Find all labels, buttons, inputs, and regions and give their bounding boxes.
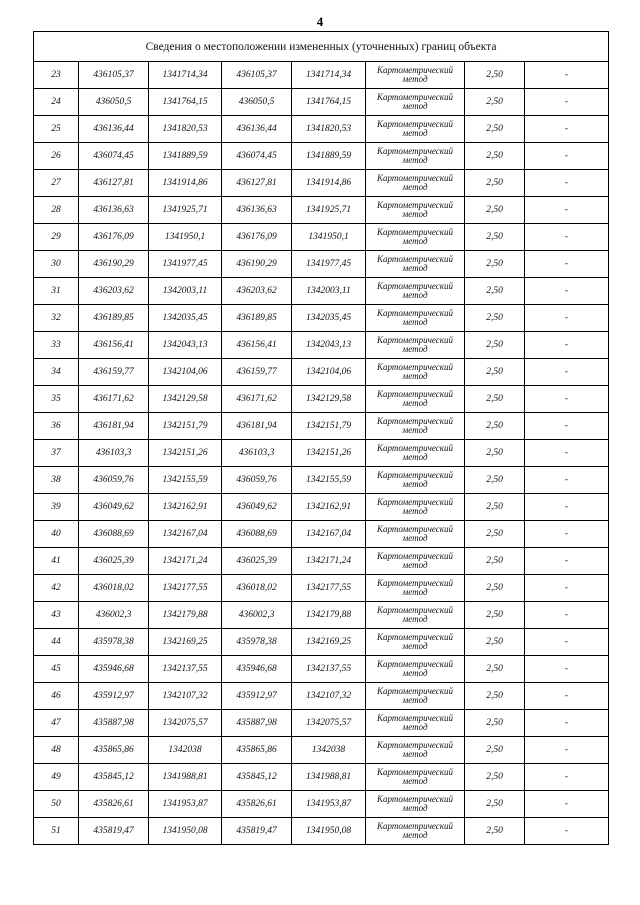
table-row [34,467,609,494]
x-new-cell: 436059,76 [222,467,292,494]
method-cell: Картометрический метод [366,548,465,575]
description-cell: - [525,683,609,710]
description-cell: - [525,710,609,737]
table-row [34,656,609,683]
y-existing-cell: 1342179,88 [149,602,222,629]
description-cell: - [525,440,609,467]
y-new-cell: 1342003,11 [292,278,366,305]
point-number-cell: 39 [34,494,79,521]
table-row [34,305,609,332]
y-existing-cell: 1342162,91 [149,494,222,521]
point-number-cell: 36 [34,413,79,440]
x-new-cell: 435887,98 [222,710,292,737]
description-cell: - [525,143,609,170]
x-existing-cell: 436156,41 [79,332,149,359]
y-new-cell: 1342162,91 [292,494,366,521]
accuracy-cell: 2,50 [465,251,525,278]
x-existing-cell: 436190,29 [79,251,149,278]
point-number-cell: 41 [34,548,79,575]
method-cell: Картометрический метод [366,818,465,845]
accuracy-cell: 2,50 [465,116,525,143]
description-cell: - [525,602,609,629]
method-cell: Картометрический метод [366,359,465,386]
x-new-cell: 435865,86 [222,737,292,764]
x-existing-cell: 435887,98 [79,710,149,737]
x-new-cell: 436190,29 [222,251,292,278]
y-new-cell: 1341820,53 [292,116,366,143]
method-cell: Картометрический метод [366,89,465,116]
accuracy-cell: 2,50 [465,386,525,413]
y-existing-cell: 1342151,79 [149,413,222,440]
x-new-cell: 436050,5 [222,89,292,116]
accuracy-cell: 2,50 [465,602,525,629]
point-number-cell: 49 [34,764,79,791]
accuracy-cell: 2,50 [465,170,525,197]
x-new-cell: 436203,62 [222,278,292,305]
y-existing-cell: 1342169,25 [149,629,222,656]
description-cell: - [525,791,609,818]
point-number-cell: 24 [34,89,79,116]
description-cell: - [525,224,609,251]
point-number-cell: 51 [34,818,79,845]
y-existing-cell: 1342035,45 [149,305,222,332]
x-new-cell: 436136,63 [222,197,292,224]
y-new-cell: 1341950,08 [292,818,366,845]
x-existing-cell: 436127,81 [79,170,149,197]
y-existing-cell: 1342003,11 [149,278,222,305]
point-number-cell: 31 [34,278,79,305]
page-number: 4 [316,14,324,29]
accuracy-cell: 2,50 [465,89,525,116]
method-cell: Картометрический метод [366,332,465,359]
x-new-cell: 436127,81 [222,170,292,197]
accuracy-cell: 2,50 [465,278,525,305]
x-existing-cell: 436018,02 [79,575,149,602]
point-number-cell: 34 [34,359,79,386]
table-row [34,278,609,305]
method-cell: Картометрический метод [366,494,465,521]
x-existing-cell: 436136,63 [79,197,149,224]
y-existing-cell: 1341714,34 [149,62,222,89]
table-row [34,791,609,818]
table-row [34,197,609,224]
y-existing-cell: 1342151,26 [149,440,222,467]
x-new-cell: 436171,62 [222,386,292,413]
method-cell: Картометрический метод [366,575,465,602]
x-new-cell: 436189,85 [222,305,292,332]
y-new-cell: 1342169,25 [292,629,366,656]
method-cell: Картометрический метод [366,116,465,143]
x-existing-cell: 435978,38 [79,629,149,656]
y-new-cell: 1341953,87 [292,791,366,818]
method-cell: Картометрический метод [366,62,465,89]
y-new-cell: 1342177,55 [292,575,366,602]
x-new-cell: 435946,68 [222,656,292,683]
description-cell: - [525,332,609,359]
x-new-cell: 435912,97 [222,683,292,710]
table-row [34,575,609,602]
method-cell: Картометрический метод [366,764,465,791]
description-cell: - [525,116,609,143]
method-cell: Картометрический метод [366,629,465,656]
accuracy-cell: 2,50 [465,197,525,224]
table-row [34,251,609,278]
x-existing-cell: 436059,76 [79,467,149,494]
y-existing-cell: 1342038 [149,737,222,764]
y-new-cell: 1342155,59 [292,467,366,494]
accuracy-cell: 2,50 [465,791,525,818]
point-number-cell: 26 [34,143,79,170]
method-cell: Картометрический метод [366,305,465,332]
y-existing-cell: 1342075,57 [149,710,222,737]
point-number-cell: 25 [34,116,79,143]
y-new-cell: 1342179,88 [292,602,366,629]
y-new-cell: 1341914,86 [292,170,366,197]
table-row [34,818,609,845]
accuracy-cell: 2,50 [465,521,525,548]
x-new-cell: 436018,02 [222,575,292,602]
x-existing-cell: 436050,5 [79,89,149,116]
description-cell: - [525,197,609,224]
y-existing-cell: 1342043,13 [149,332,222,359]
point-number-cell: 47 [34,710,79,737]
y-existing-cell: 1341925,71 [149,197,222,224]
x-new-cell: 435826,61 [222,791,292,818]
description-cell: - [525,62,609,89]
y-existing-cell: 1342155,59 [149,467,222,494]
table-row [34,116,609,143]
y-new-cell: 1342151,26 [292,440,366,467]
table-row [34,494,609,521]
x-existing-cell: 435819,47 [79,818,149,845]
x-existing-cell: 436105,37 [79,62,149,89]
description-cell: - [525,818,609,845]
method-cell: Картометрический метод [366,251,465,278]
table-row [34,332,609,359]
x-existing-cell: 436159,77 [79,359,149,386]
y-new-cell: 1341988,81 [292,764,366,791]
boundary-table-container [33,31,608,845]
description-cell: - [525,521,609,548]
point-number-cell: 32 [34,305,79,332]
method-cell: Картометрический метод [366,197,465,224]
x-existing-cell: 435845,12 [79,764,149,791]
point-number-cell: 28 [34,197,79,224]
x-existing-cell: 436136,44 [79,116,149,143]
table-row [34,737,609,764]
accuracy-cell: 2,50 [465,629,525,656]
x-new-cell: 436025,39 [222,548,292,575]
x-existing-cell: 436171,62 [79,386,149,413]
table-row [34,386,609,413]
y-existing-cell: 1342137,55 [149,656,222,683]
y-new-cell: 1342075,57 [292,710,366,737]
point-number-cell: 35 [34,386,79,413]
y-new-cell: 1342035,45 [292,305,366,332]
point-number-cell: 45 [34,656,79,683]
table-row [34,62,609,89]
y-new-cell: 1341977,45 [292,251,366,278]
accuracy-cell: 2,50 [465,440,525,467]
description-cell: - [525,467,609,494]
description-cell: - [525,305,609,332]
x-new-cell: 436105,37 [222,62,292,89]
table-row [34,548,609,575]
x-new-cell: 436049,62 [222,494,292,521]
y-new-cell: 1342129,58 [292,386,366,413]
y-existing-cell: 1342104,06 [149,359,222,386]
description-cell: - [525,413,609,440]
accuracy-cell: 2,50 [465,737,525,764]
accuracy-cell: 2,50 [465,359,525,386]
x-existing-cell: 436025,39 [79,548,149,575]
x-existing-cell: 436074,45 [79,143,149,170]
x-new-cell: 436002,3 [222,602,292,629]
table-row [34,143,609,170]
x-new-cell: 436156,41 [222,332,292,359]
method-cell: Картометрический метод [366,467,465,494]
table-row [34,710,609,737]
x-new-cell: 436159,77 [222,359,292,386]
accuracy-cell: 2,50 [465,62,525,89]
description-cell: - [525,170,609,197]
accuracy-cell: 2,50 [465,143,525,170]
y-existing-cell: 1341764,15 [149,89,222,116]
x-new-cell: 436181,94 [222,413,292,440]
accuracy-cell: 2,50 [465,656,525,683]
y-existing-cell: 1341950,1 [149,224,222,251]
point-number-cell: 38 [34,467,79,494]
x-existing-cell: 435912,97 [79,683,149,710]
description-cell: - [525,764,609,791]
x-existing-cell: 435865,86 [79,737,149,764]
description-cell: - [525,251,609,278]
method-cell: Картометрический метод [366,224,465,251]
y-new-cell: 1341950,1 [292,224,366,251]
accuracy-cell: 2,50 [465,575,525,602]
y-existing-cell: 1341977,45 [149,251,222,278]
description-cell: - [525,737,609,764]
table-title-row [34,32,609,62]
y-existing-cell: 1341914,86 [149,170,222,197]
table-body [34,62,609,845]
y-existing-cell: 1341889,59 [149,143,222,170]
method-cell: Картометрический метод [366,413,465,440]
point-number-cell: 27 [34,170,79,197]
method-cell: Картометрический метод [366,440,465,467]
y-existing-cell: 1341988,81 [149,764,222,791]
boundary-coordinates-table [33,31,609,845]
y-new-cell: 1341764,15 [292,89,366,116]
y-new-cell: 1342151,79 [292,413,366,440]
accuracy-cell: 2,50 [465,332,525,359]
y-existing-cell: 1342107,32 [149,683,222,710]
method-cell: Картометрический метод [366,602,465,629]
x-new-cell: 436074,45 [222,143,292,170]
point-number-cell: 43 [34,602,79,629]
y-existing-cell: 1341820,53 [149,116,222,143]
y-new-cell: 1342043,13 [292,332,366,359]
method-cell: Картометрический метод [366,521,465,548]
x-new-cell: 436136,44 [222,116,292,143]
description-cell: - [525,89,609,116]
table-row [34,602,609,629]
table-row [34,764,609,791]
x-new-cell: 436088,69 [222,521,292,548]
x-new-cell: 436176,09 [222,224,292,251]
y-existing-cell: 1341953,87 [149,791,222,818]
point-number-cell: 44 [34,629,79,656]
method-cell: Картометрический метод [366,656,465,683]
x-new-cell: 435819,47 [222,818,292,845]
method-cell: Картометрический метод [366,170,465,197]
accuracy-cell: 2,50 [465,224,525,251]
table-row [34,170,609,197]
y-existing-cell: 1341950,08 [149,818,222,845]
y-new-cell: 1342038 [292,737,366,764]
table-row [34,224,609,251]
description-cell: - [525,656,609,683]
y-existing-cell: 1342177,55 [149,575,222,602]
description-cell: - [525,386,609,413]
point-number-cell: 33 [34,332,79,359]
table-title: Сведения о местоположении измененных (уточненных) границ объекта [34,32,609,62]
method-cell: Картометрический метод [366,791,465,818]
accuracy-cell: 2,50 [465,710,525,737]
x-new-cell: 436103,3 [222,440,292,467]
method-cell: Картометрический метод [366,143,465,170]
table-row [34,521,609,548]
y-new-cell: 1342104,06 [292,359,366,386]
x-existing-cell: 436189,85 [79,305,149,332]
y-new-cell: 1342171,24 [292,548,366,575]
y-new-cell: 1342107,32 [292,683,366,710]
x-existing-cell: 436049,62 [79,494,149,521]
x-existing-cell: 435826,61 [79,791,149,818]
y-existing-cell: 1342129,58 [149,386,222,413]
x-new-cell: 435845,12 [222,764,292,791]
method-cell: Картометрический метод [366,710,465,737]
x-existing-cell: 436002,3 [79,602,149,629]
method-cell: Картометрический метод [366,278,465,305]
y-new-cell: 1341714,34 [292,62,366,89]
accuracy-cell: 2,50 [465,494,525,521]
description-cell: - [525,278,609,305]
y-new-cell: 1342167,04 [292,521,366,548]
point-number-cell: 30 [34,251,79,278]
y-existing-cell: 1342167,04 [149,521,222,548]
accuracy-cell: 2,50 [465,764,525,791]
method-cell: Картометрический метод [366,683,465,710]
point-number-cell: 50 [34,791,79,818]
table-row [34,89,609,116]
point-number-cell: 46 [34,683,79,710]
point-number-cell: 37 [34,440,79,467]
y-new-cell: 1341925,71 [292,197,366,224]
x-new-cell: 435978,38 [222,629,292,656]
point-number-cell: 42 [34,575,79,602]
point-number-cell: 29 [34,224,79,251]
x-existing-cell: 436181,94 [79,413,149,440]
description-cell: - [525,629,609,656]
x-existing-cell: 436103,3 [79,440,149,467]
table-row [34,359,609,386]
y-new-cell: 1342137,55 [292,656,366,683]
point-number-cell: 23 [34,62,79,89]
accuracy-cell: 2,50 [465,683,525,710]
x-existing-cell: 436088,69 [79,521,149,548]
table-row [34,683,609,710]
table-row [34,629,609,656]
point-number-cell: 48 [34,737,79,764]
description-cell: - [525,575,609,602]
point-number-cell: 40 [34,521,79,548]
x-existing-cell: 435946,68 [79,656,149,683]
table-row [34,413,609,440]
y-existing-cell: 1342171,24 [149,548,222,575]
accuracy-cell: 2,50 [465,305,525,332]
accuracy-cell: 2,50 [465,818,525,845]
y-new-cell: 1341889,59 [292,143,366,170]
method-cell: Картометрический метод [366,737,465,764]
description-cell: - [525,359,609,386]
accuracy-cell: 2,50 [465,413,525,440]
accuracy-cell: 2,50 [465,548,525,575]
table-row [34,440,609,467]
accuracy-cell: 2,50 [465,467,525,494]
x-existing-cell: 436176,09 [79,224,149,251]
method-cell: Картометрический метод [366,386,465,413]
x-existing-cell: 436203,62 [79,278,149,305]
description-cell: - [525,494,609,521]
description-cell: - [525,548,609,575]
